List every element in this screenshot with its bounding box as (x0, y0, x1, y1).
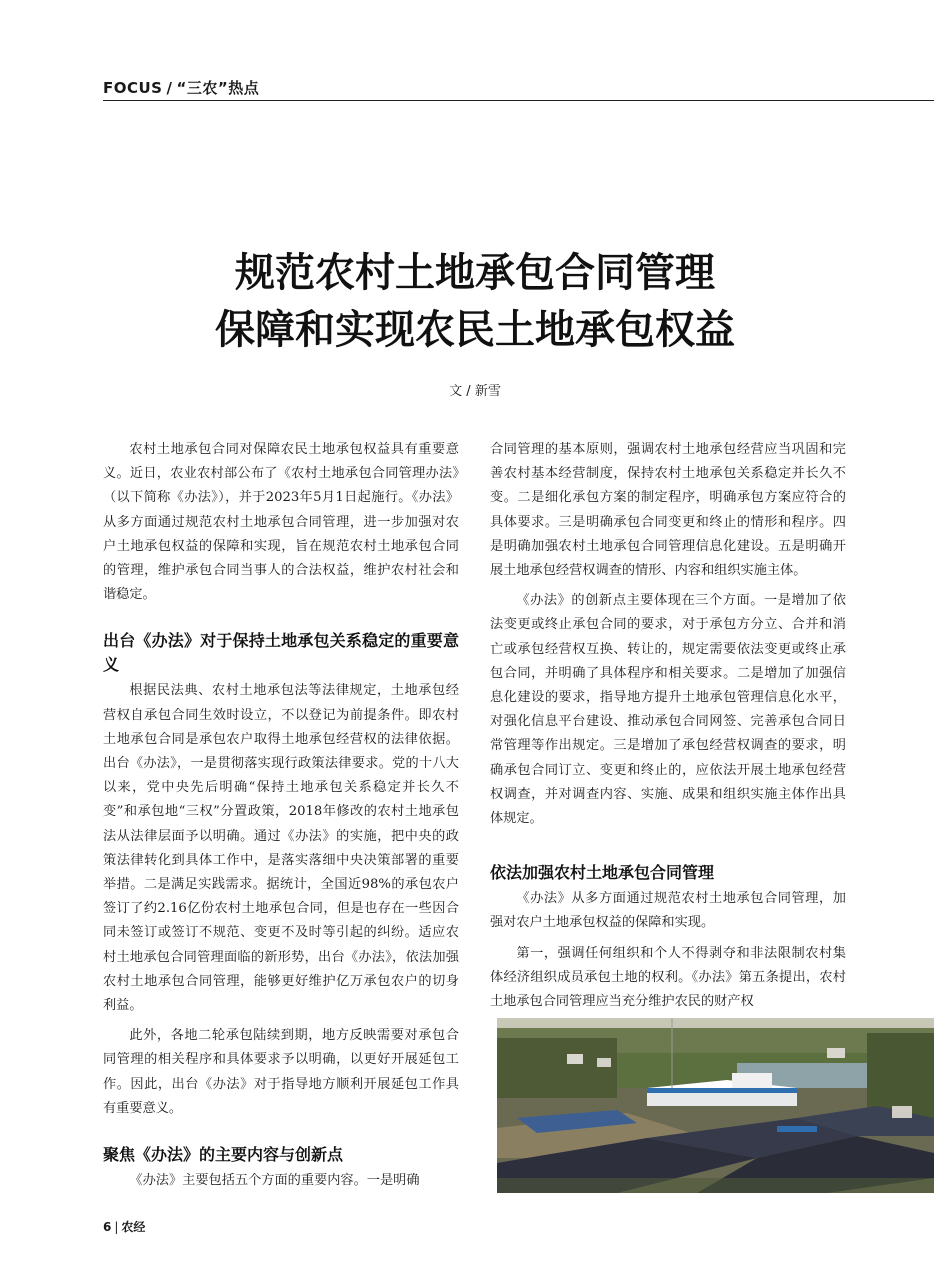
section-header (103, 77, 259, 98)
body-paragraph: 《办法》从多方面通过规范农村土地承包合同管理，加强对农户土地承包权益的保障和实现。 (490, 891, 846, 931)
body-paragraph: 《办法》的创新点主要体现在三个方面。一是增加了依法变更或终止承包合同的要求，对于承包方分立、合并和消亡或承包经营权互换、转让的，规定需要依法变更或终止承包合同，并明确了具体程序和相关要求。二是增加了加强信息化建设的要求，指导地方提升土地承包管理信息化水平，对强化信息平台建设、推动承包合同网签、完善承包合同日常管理等作出规定。三是增加了承包经营权调查的要求，明确承包合同订立、变更和终止的，应依法开展土地承包经营权调查，并对调查内容、实施、成果和组织实施主体作出具体规定。 (490, 593, 846, 827)
section-label: FOCUS (103, 79, 163, 97)
right-column (490, 438, 846, 1020)
section-heading-1: 出台《办法》对于保持土地承包关系稳定的重要意义 (103, 631, 459, 675)
left-column (103, 438, 459, 1199)
header-separator: / (166, 79, 173, 97)
footer-separator: | (114, 1220, 119, 1234)
aerial-farm-illustration (497, 1018, 934, 1193)
section-topic: “三农”热点 (176, 79, 260, 97)
title-line-2: 保障和实现农民土地承包权益 (215, 307, 735, 353)
byline: 文 / 新雪 (449, 384, 501, 399)
aerial-farm-photo (497, 1018, 934, 1193)
page-footer (103, 1218, 145, 1235)
page-number: 6 (103, 1220, 112, 1234)
body-paragraph: 第一，强调任何组织和个人不得剥夺和非法限制农村集体经济组织成员承包土地的权利。《办法》第五条提出，农村土地承包合同管理应当充分维护农民的财产权 (490, 945, 846, 1010)
intro-paragraph: 农村土地承包合同对保障农民土地承包权益具有重要意义。近日，农业农村部公布了《农村土地承包合同管理办法》（以下简称《办法》），并于2023年5月1日起施行。《办法》从多方面通过规范农村土地承包合同管理，进一步加强对农户土地承包权益的保障和实现，旨在规范农村土地承包合同的管理，维护承包合同当事人的合法权益，维护农村社会和谐稳定。 (103, 442, 459, 603)
article-title (0, 245, 950, 359)
header-rule (103, 100, 934, 101)
body-paragraph: 《办法》主要包括五个方面的重要内容。一是明确 (129, 1173, 420, 1189)
section-heading-3: 依法加强农村土地承包合同管理 (490, 863, 715, 883)
title-line-1: 规范农村土地承包合同管理 (235, 250, 715, 296)
body-paragraph: 此外，各地二轮承包陆续到期，地方反映需要对承包合同管理的相关程序和具体要求予以明确，以更好开展延包工作。因此，出台《办法》对于指导地方顺利开展延包工作具有重要意义。 (103, 1028, 459, 1116)
body-paragraph: 根据民法典、农村土地承包法等法律规定，土地承包经营权自承包合同生效时设立，不以登记为前提条件。即农村土地承包合同是承包农户取得土地承包经营权的法律依据。出台《办法》，一是贯彻落实现行政策法律要求。党的十八大以来，党中央先后明确“保持土地承包关系稳定并长久不变”和承包地“三权”分置政策，2018年修改的农村土地承包法从法律层面予以明确。通过《办法》的实施，把中央的政策法律转化到具体工作中，是落实落细中央决策部署的重要举措。二是满足实践需求。据统计，全国近98%的承包农户签订了约2.16亿份农村土地承包合同，但是也存在一些因合同未签订或签订不规范、变更不及时等引起的纠纷。适应农村土地承包合同管理面临的新形势，出台《办法》，依法加强农村土地承包合同管理，能够更好维护亿万承包农户的切身利益。 (103, 683, 459, 1014)
magazine-name: 农经 (121, 1220, 146, 1234)
body-paragraph-continued: 合同管理的基本原则，强调农村土地承包经营应当巩固和完善农村基本经营制度，保持农村土地承包关系稳定并长久不变。二是细化承包方案的制定程序，明确承包方案应符合的具体要求。三是明确承包合同变更和终止的情形和程序。四是明确加强农村土地承包合同管理信息化建设。五是明确开展土地承包经营权调查的情形、内容和组织实施主体。 (490, 442, 846, 579)
section-heading-2: 聚焦《办法》的主要内容与创新点 (103, 1145, 344, 1165)
